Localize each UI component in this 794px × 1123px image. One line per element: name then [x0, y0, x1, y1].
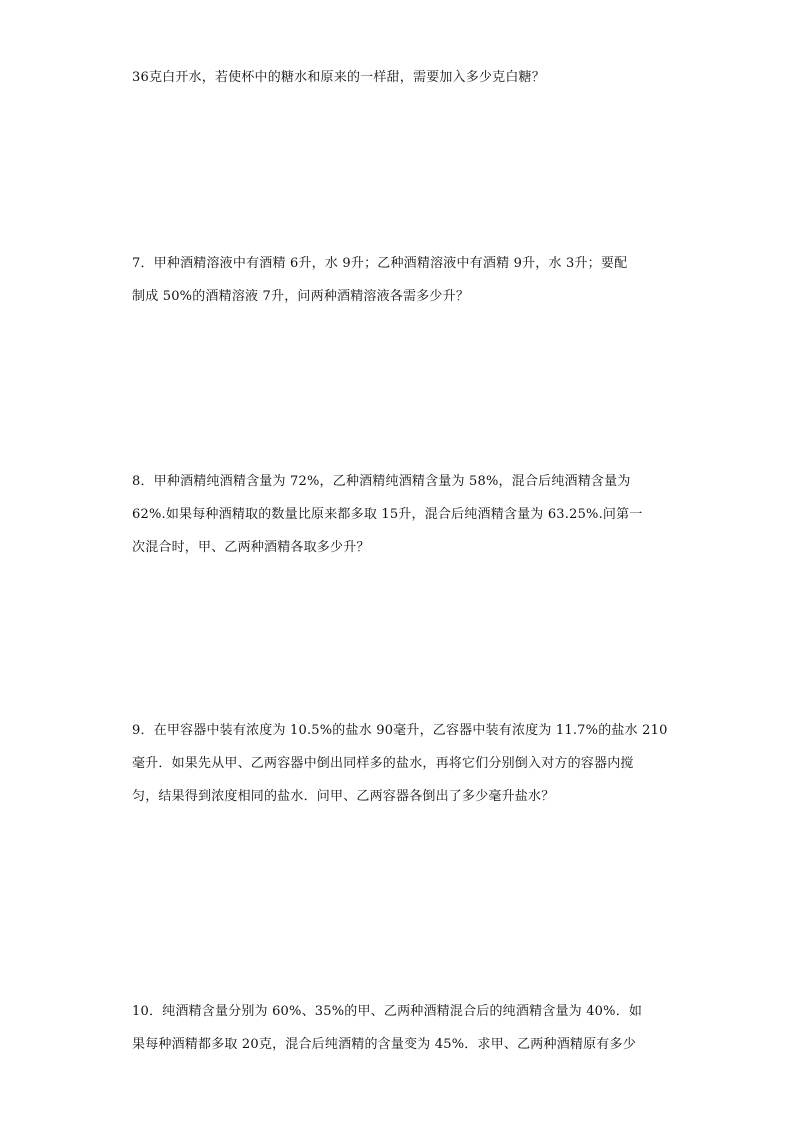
- question-text-line: 制成 50%的酒精溶液 7升，问两种酒精溶液各需多少升？: [132, 289, 470, 304]
- question-text-line: 次混合时，甲、乙两种酒精各取多少升？: [132, 540, 370, 555]
- question-9: [132, 714, 668, 813]
- question-text-line: 毫升．如果先从甲、乙两容器中倒出同样多的盐水，再将它们分别倒入对方的容器内搅: [132, 756, 634, 771]
- question-text-line: 果每种酒精都多取 20克，混合后纯酒精的含量变为 45%．求甲、乙两种酒精原有多少: [132, 1037, 636, 1052]
- question-text-line: 36克白开水，若使杯中的糖水和原来的一样甜，需要加入多少克白糖？: [132, 70, 545, 85]
- question-6-continuation: [132, 61, 662, 94]
- question-10: [132, 995, 662, 1061]
- question-7: [132, 247, 662, 313]
- question-text-line: 62%.如果每种酒精取的数量比原来都多取 15升，混合后纯酒精含量为 63.25%.问第一: [132, 507, 643, 522]
- question-text-line: 7．甲种酒精溶液中有酒精 6升，水 9升；乙种酒精溶液中有酒精 9升，水 3升；要配: [132, 256, 628, 271]
- question-text-line: 10．纯酒精含量分别为 60%、35%的甲、乙两种酒精混合后的纯酒精含量为 40%．如: [132, 1004, 643, 1019]
- question-8: [132, 465, 662, 564]
- question-text-line: 8．甲种酒精纯酒精含量为 72%，乙种酒精纯酒精含量为 58%，混合后纯酒精含量为: [132, 474, 631, 489]
- question-text-line: 9．在甲容器中装有浓度为 10.5%的盐水 90毫升，乙容器中装有浓度为 11.7%的盐水 210: [132, 723, 668, 738]
- question-text-line: 匀，结果得到浓度相同的盐水．问甲、乙两容器各倒出了多少毫升盐水？: [132, 789, 555, 804]
